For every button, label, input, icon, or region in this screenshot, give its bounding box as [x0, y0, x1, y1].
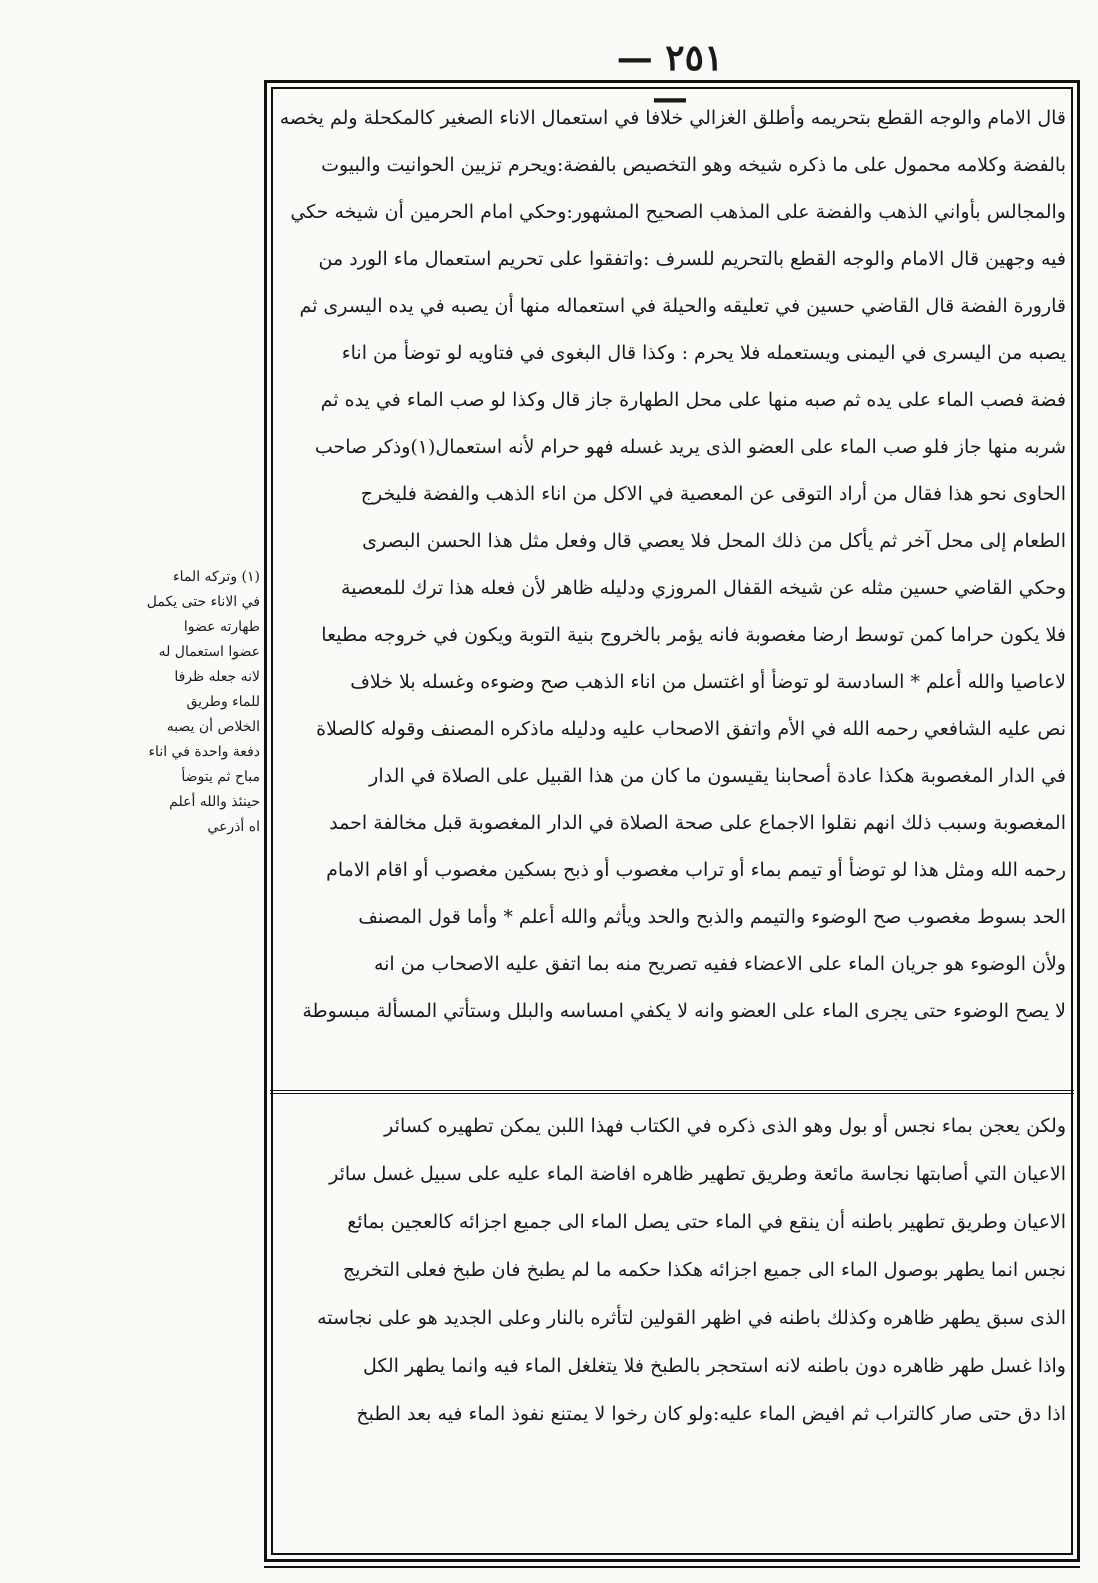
commentary-line: نجس انما يطهر بوصول الماء الى جميع اجزائه هكذا حكمه ما لم يطبخ فان طبخ فعلى التخريج	[342, 1259, 1066, 1281]
main-text-line: الحد بسوط مغصوب صح الوضوء والتيمم والذبح والحد ويأثم والله أعلم * وأما قول المصنف	[358, 906, 1066, 928]
margin-note-line: في الاناء حتى يكمل	[146, 594, 260, 610]
main-text-line: يصبه من اليسرى في اليمنى ويستعمله فلا يحرم : وكذا قال البغوى في فتاويه لو توضأ من اناء	[341, 342, 1066, 364]
main-text-line: نص عليه الشافعي رحمه الله في الأم واتفق الاصحاب عليه ودليله ماذكره المصنف وقوله كالصلاة	[316, 718, 1066, 740]
margin-note-line: (١) وتركه الماء	[172, 569, 260, 585]
commentary-line: واذا غسل طهر ظاهره دون باطنه لانه استحجر بالطبخ فلا يتغلغل الماء فيه وانما يطهر الكل	[362, 1355, 1066, 1377]
bottom-rule	[264, 1566, 1080, 1568]
main-text-line: ولأن الوضوء هو جريان الماء على الاعضاء ففيه تصريح منه بما اتفق عليه الاصحاب من انه	[373, 953, 1066, 975]
commentary-line: اذا دق حتى صار كالتراب ثم افيض الماء عليه:ولو كان رخوا لا يمتنع نفوذ الماء فيه بعد الطبخ	[356, 1403, 1066, 1425]
commentary-line: الاعيان وطريق تطهير باطنه أن ينقع في الماء حتى يصل الماء الى جميع اجزائه كالعجين بمائع	[347, 1211, 1066, 1233]
commentary-line: الاعيان التي أصابتها نجاسة مائعة وطريق تطهير ظاهره افاضة الماء عليه على سبيل غسل سائر	[329, 1163, 1066, 1185]
main-text-line: فلا يكون حراما كمن توسط ارضا مغصوبة فانه يؤمر بالخروج بنية التوبة ويكون في خروجه مطيعا	[321, 624, 1066, 646]
main-text-line: فيه وجهين قال الامام والوجه القطع بالتحريم للسرف :واتفقوا على تحريم استعمال ماء الورد من	[318, 248, 1066, 270]
margin-note-line: عضوا استعمال له	[158, 644, 260, 660]
page-number: — ٢٥١ —	[616, 37, 724, 119]
margin-note-line: دفعة واحدة في اناء	[148, 744, 260, 760]
main-text-line: قارورة الفضة قال القاضي حسين في تعليقه والحيلة في استعماله منها أن يصبه في يده اليسرى ثم	[299, 295, 1066, 317]
main-text-line: الحاوى نحو هذا فقال من أراد التوقى عن المعصية في الاكل من اناء الذهب والفضة فليخرج	[360, 483, 1066, 505]
commentary-text-block	[276, 1102, 1066, 1542]
margin-note-line: طهارته عضوا	[183, 619, 260, 635]
commentary-line: ولكن يعجن بماء نجس أو بول وهو الذى ذكره في الكتاب فهذا اللبن يمكن تطهيره كسائر	[384, 1115, 1066, 1137]
main-text-line: في الدار المغصوبة هكذا عادة أصحابنا يقيسون ما كان من هذا القبيل على الصلاة في الدار	[369, 765, 1066, 787]
main-text-line: بالفضة وكلامه محمول على ما ذكره شيخه وهو التخصيص بالفضة:ويحرم تزيين الحوانيت والبيوت	[321, 154, 1066, 176]
main-text-line: لا يصح الوضوء حتى يجرى الماء على العضو وانه لا يكفي امساسه والبلل وستأتي المسألة مبسوطة	[302, 1000, 1066, 1022]
main-text-line: قال الامام والوجه القطع بتحريمه وأطلق الغزالي خلافا في استعمال الاناء الصغير كالمكحلة ولم يخصه	[279, 107, 1066, 129]
main-text-line: رحمه الله ومثل هذا لو توضأ أو تيمم بماء أو تراب مغصوب أو ذبح بسكين مغصوب أو اقام الامام	[326, 859, 1066, 881]
commentary-line: الذى سبق يطهر ظاهره وكذلك باطنه في اظهر القولين لتأثره بالنار وعلى الجديد هو على نجاسته	[317, 1307, 1066, 1329]
section-divider	[270, 1090, 1074, 1094]
main-text-line: شربه منها جاز فلو صب الماء على العضو الذى يريد غسله فهو حرام لأنه استعمال(١)وذكر صاحب	[314, 436, 1066, 458]
margin-footnote	[110, 565, 260, 840]
main-text-line: وحكي القاضي حسين مثله عن شيخه القفال المروزي ودليله ظاهر لأن فعله هذا ترك للمعصية	[341, 577, 1066, 599]
main-text-line: فضة فصب الماء على يده ثم صبه منها على محل الطهارة جاز قال وكذا لو صب الماء في يده ثم	[320, 389, 1066, 411]
margin-note-line: اه أذرعي	[207, 819, 260, 835]
main-text-line: لاعاصيا والله أعلم * السادسة لو توضأ أو اغتسل من اناء الذهب صح وضوءه وغسله بلا خلاف	[350, 671, 1066, 693]
margin-note-line: للماء وطريق	[186, 694, 260, 710]
margin-note-line: الخلاص أن يصبه	[166, 719, 260, 735]
main-text-line: المغصوبة وسبب ذلك انهم نقلوا الاجماع على صحة الصلاة في الدار المغصوبة قبل مخالفة احمد	[329, 812, 1066, 834]
margin-note-line: حينئذ والله أعلم	[169, 794, 260, 810]
main-text-line: والمجالس بأواني الذهب والفضة على المذهب الصحيح المشهور:وحكي امام الحرمين أن شيخه حكي	[290, 201, 1066, 223]
main-text-block	[276, 95, 1066, 1088]
margin-note-line: مباح ثم يتوضأ	[181, 769, 260, 785]
margin-note-line: لانه جعله ظرفا	[174, 669, 260, 685]
main-text-line: الطعام إلى محل آخر ثم يأكل من ذلك المحل فلا يعصي قال وفعل مثل هذا الحسن البصرى	[362, 530, 1066, 552]
